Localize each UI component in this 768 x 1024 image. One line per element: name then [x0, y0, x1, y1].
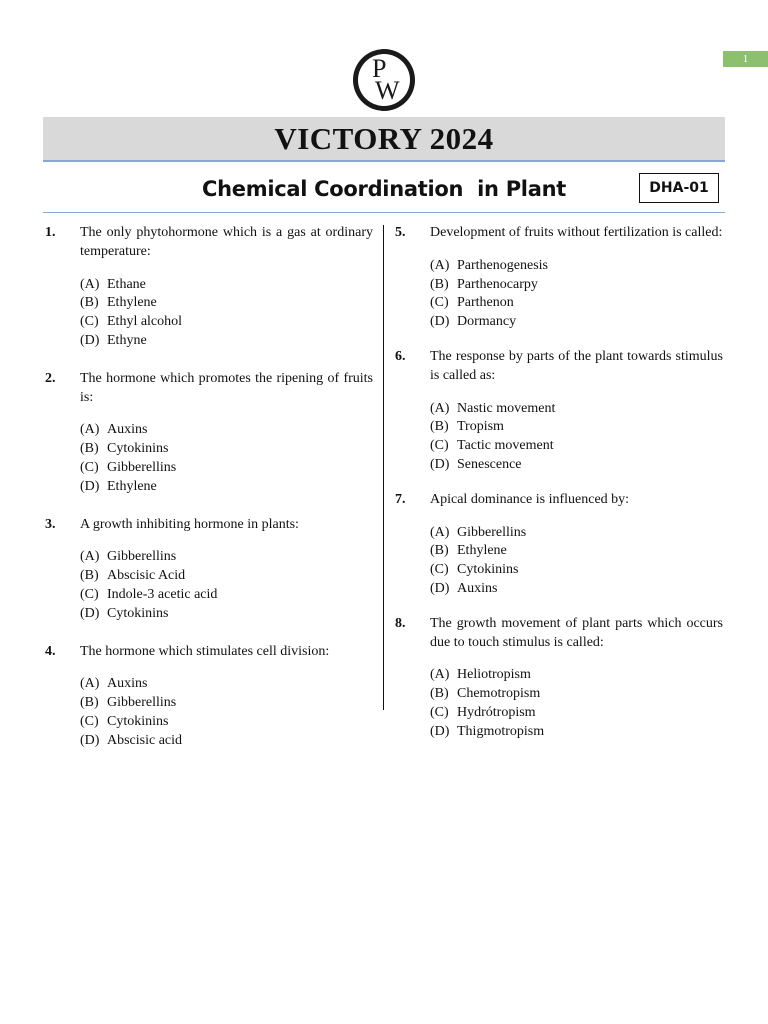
option-key: (C) — [80, 459, 99, 475]
option-key: (D) — [430, 456, 450, 472]
option-text: Tropism — [457, 419, 504, 435]
option-text: Parthenon — [457, 295, 514, 311]
option-text: Parthenogenesis — [457, 257, 548, 273]
option-key: (C) — [430, 562, 449, 578]
option-item — [430, 400, 723, 419]
question-number: 3. — [45, 516, 56, 532]
option-text: Ethylene — [457, 543, 507, 559]
question-item — [393, 224, 723, 332]
option-key: (A) — [430, 257, 450, 273]
option-key: (C) — [80, 713, 99, 729]
option-key: (B) — [80, 695, 99, 711]
option-item — [80, 332, 373, 351]
page-title: VICTORY 2024 — [274, 121, 494, 156]
option-text: Senescence — [457, 456, 522, 472]
option-item — [430, 257, 723, 276]
logo-letter-p: P — [372, 54, 387, 83]
chapter-title: Chemical Coordination in Plant — [202, 177, 566, 201]
option-list — [80, 548, 373, 623]
question-number: 7. — [395, 491, 406, 507]
option-item — [430, 437, 723, 456]
option-key: (A) — [80, 276, 100, 292]
option-list — [430, 400, 723, 475]
option-key: (D) — [80, 732, 100, 748]
option-text: Ethyne — [107, 332, 147, 348]
option-key: (B) — [430, 543, 449, 559]
option-key: (B) — [80, 295, 99, 311]
question-number: 6. — [395, 348, 406, 364]
option-text: Cytokinins — [457, 562, 519, 578]
option-item — [430, 723, 723, 742]
option-text: Chemotropism — [457, 686, 541, 702]
option-text: Auxins — [107, 676, 148, 692]
option-item — [80, 276, 373, 295]
question-text: A growth inhibiting hormone in plants: — [80, 516, 299, 532]
pw-logo — [353, 49, 415, 111]
option-item — [80, 421, 373, 440]
question-number: 1. — [45, 225, 56, 240]
option-item — [430, 685, 723, 704]
question-text: The growth movement of plant parts which occurs due to touch stimulus is called: — [430, 615, 723, 650]
option-key: (D) — [430, 314, 450, 330]
option-text: Cytokinins — [107, 713, 169, 729]
question-item — [393, 348, 723, 475]
title-banner — [43, 117, 725, 162]
option-item — [80, 732, 373, 751]
question-text: The hormone which stimulates cell division: — [80, 643, 330, 659]
header-rule — [43, 212, 725, 213]
option-key: (D) — [80, 332, 100, 348]
question-item — [43, 224, 373, 351]
option-item — [80, 675, 373, 694]
option-text: Parthenocarpy — [457, 276, 538, 292]
question-item — [43, 370, 373, 497]
option-key: (D) — [430, 723, 450, 739]
question-number: 4. — [45, 643, 56, 659]
option-key: (B) — [80, 568, 99, 584]
option-text: Gibberellins — [107, 695, 177, 711]
option-item — [430, 294, 723, 313]
option-list — [430, 666, 723, 741]
option-item — [80, 478, 373, 497]
option-key: (C) — [430, 704, 449, 720]
question-item — [43, 516, 373, 624]
option-item — [80, 694, 373, 713]
option-item — [80, 548, 373, 567]
option-text: Ethylene — [107, 295, 157, 311]
question-item — [393, 615, 723, 742]
option-key: (A) — [80, 422, 100, 438]
option-text: Gibberellins — [107, 459, 177, 475]
option-item — [430, 580, 723, 599]
question-number: 5. — [395, 225, 406, 240]
option-text: Thigmotropism — [457, 723, 545, 739]
question-text: The only phytohormone which is a gas at ordinary temperature: — [80, 225, 373, 259]
option-text: Ethyl alcohol — [107, 314, 183, 330]
option-item — [80, 440, 373, 459]
option-item — [430, 276, 723, 295]
logo-letter-w: W — [375, 76, 400, 105]
question-text: Development of fruits without fertilization is called: — [430, 225, 723, 240]
option-item — [80, 294, 373, 313]
question-item — [393, 491, 723, 599]
option-item — [430, 418, 723, 437]
option-item — [80, 313, 373, 332]
option-key: (C) — [80, 586, 99, 602]
option-key: (A) — [430, 524, 450, 540]
column-divider — [383, 225, 384, 710]
option-list — [80, 276, 373, 351]
option-key: (B) — [430, 276, 449, 292]
option-key: (B) — [430, 686, 449, 702]
option-key: (D) — [80, 478, 100, 494]
option-item — [430, 704, 723, 723]
option-item — [430, 524, 723, 543]
question-text: Apical dominance is influenced by: — [430, 491, 630, 507]
pw-logo-inner — [358, 54, 410, 106]
option-text: Auxins — [457, 580, 498, 596]
question-item — [43, 643, 373, 751]
worksheet-code: DHA-01 — [639, 173, 719, 203]
option-item — [430, 542, 723, 561]
question-number: 8. — [395, 615, 406, 631]
option-key: (B) — [430, 419, 449, 435]
page-number-badge: 1 — [723, 51, 768, 67]
option-text: Cytokinins — [107, 605, 169, 621]
question-column-right — [393, 224, 723, 756]
option-item — [430, 456, 723, 475]
option-text: Auxins — [107, 422, 148, 438]
option-text: Dormancy — [457, 314, 517, 330]
option-text: Cytokinins — [107, 441, 169, 457]
option-text: Hydrótropism — [457, 704, 536, 720]
option-key: (D) — [430, 580, 450, 596]
option-item — [80, 567, 373, 586]
option-item — [80, 713, 373, 732]
option-text: Indole-3 acetic acid — [107, 586, 218, 602]
option-list — [430, 257, 723, 332]
option-key: (B) — [80, 441, 99, 457]
option-text: Abscisic acid — [107, 732, 183, 748]
option-text: Heliotropism — [457, 667, 531, 683]
option-item — [430, 313, 723, 332]
option-text: Abscisic Acid — [107, 568, 186, 584]
option-list — [430, 524, 723, 599]
option-item — [430, 666, 723, 685]
option-key: (D) — [80, 605, 100, 621]
option-text: Nastic movement — [457, 400, 556, 416]
option-key: (A) — [80, 676, 100, 692]
question-text: The hormone which promotes the ripening of fruits is: — [80, 370, 373, 405]
option-list — [80, 675, 373, 750]
question-text: The response by parts of the plant towards stimulus is called as: — [430, 348, 723, 383]
option-key: (C) — [430, 438, 449, 454]
option-text: Ethane — [107, 276, 146, 292]
option-text: Gibberellins — [107, 549, 177, 565]
option-item — [80, 605, 373, 624]
option-key: (C) — [80, 314, 99, 330]
option-item — [430, 561, 723, 580]
option-key: (A) — [430, 667, 450, 683]
option-text: Gibberellins — [457, 524, 527, 540]
option-item — [80, 586, 373, 605]
option-text: Ethylene — [107, 478, 157, 494]
option-list — [80, 421, 373, 496]
question-column-left — [43, 224, 373, 765]
option-text: Tactic movement — [457, 438, 554, 454]
option-item — [80, 459, 373, 478]
option-key: (A) — [430, 400, 450, 416]
option-key: (C) — [430, 295, 449, 311]
question-number: 2. — [45, 370, 56, 386]
option-key: (A) — [80, 549, 100, 565]
